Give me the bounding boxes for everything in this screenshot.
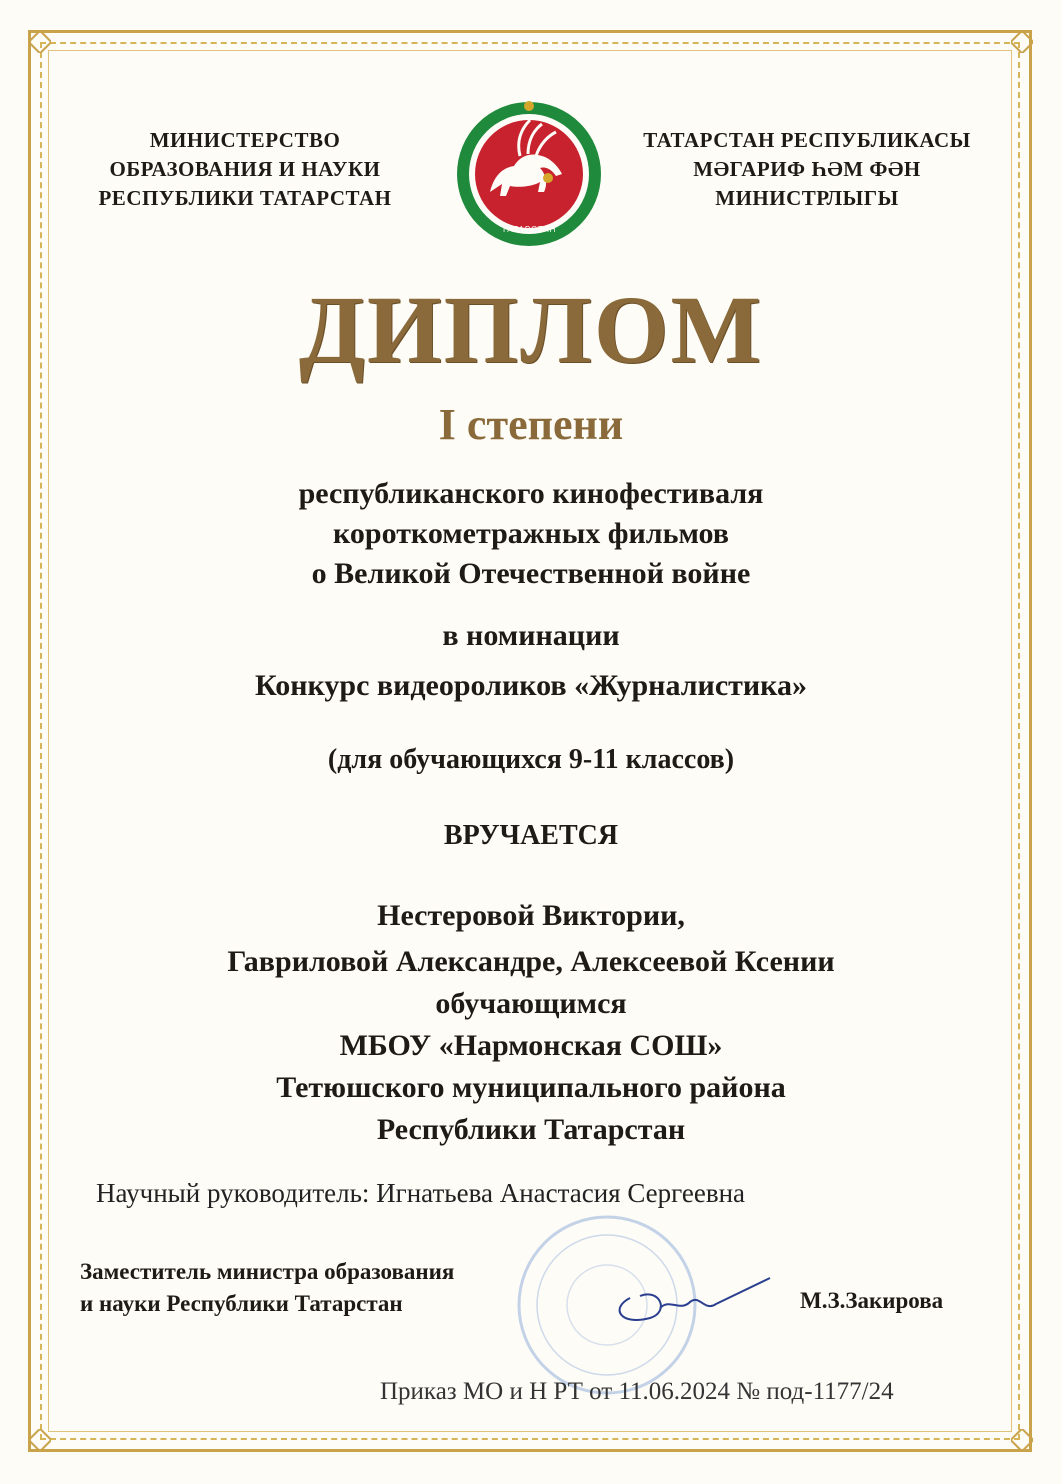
ministry-ru-line: РЕСПУБЛИКИ ТАТАРСТАН: [98, 186, 392, 210]
signature-icon: [600, 1268, 780, 1328]
order-reference: Приказ МО и Н РТ от 11.06.2024 № под-1177/24: [380, 1378, 894, 1405]
ministry-name-tt: [612, 126, 1002, 213]
awarded-label: ВРУЧАЕТСЯ: [443, 820, 619, 851]
event-line: о Великой Отечественной войне: [311, 557, 751, 590]
event-line: республиканского кинофестиваля: [298, 477, 764, 510]
recipient-line: МБОУ «Нармонская СОШ»: [339, 1029, 723, 1062]
degree-label: I степени: [438, 400, 624, 449]
corner-knot-icon: [1011, 1429, 1033, 1451]
ministry-ru-line: МИНИСТЕРСТВО: [149, 128, 341, 152]
signatory-name: М.З.Закирова: [800, 1288, 944, 1313]
advisor-line: Научный руководитель: Игнатьева Анастасия Сергеевна: [96, 1178, 746, 1208]
corner-knot-icon: [29, 31, 51, 53]
ministry-name-ru: [70, 126, 420, 213]
nomination-label: в номинации: [442, 619, 620, 652]
audience-note: (для обучающихся 9-11 классов): [327, 744, 735, 775]
event-line: короткометражных фильмов: [333, 517, 729, 550]
diploma-title: ДИПЛОМ: [298, 276, 764, 383]
recipient-line: Нестеровой Виктории,: [377, 899, 685, 932]
ministry-tt-line: МӘГАРИФ ҺӘМ ФӘН: [693, 157, 921, 181]
signatory-position-line: и науки Республики Татарстан: [80, 1291, 403, 1316]
ministry-ru-line: ОБРАЗОВАНИЯ И НАУКИ: [109, 157, 381, 181]
recipient-line: обучающимся: [435, 987, 627, 1020]
nomination-name: Конкурс видеороликов «Журналистика»: [254, 669, 808, 702]
signatory-position-line: Заместитель министра образования: [80, 1259, 455, 1284]
corner-knot-icon: [1011, 31, 1033, 53]
corner-knot-icon: [29, 1429, 51, 1451]
emblem-text: ТАТАРСТАН: [501, 225, 557, 234]
recipient-line: Гавриловой Александре, Алексеевой Ксении: [227, 945, 835, 978]
ministry-tt-line: МИНИСТРЛЫГЫ: [715, 186, 899, 210]
recipient-line: Республики Татарстан: [376, 1113, 686, 1146]
ministry-tt-line: ТАТАРСТАН РЕСПУБЛИКАСЫ: [643, 128, 971, 152]
recipient-line: Тетюшского муниципального района: [276, 1071, 786, 1104]
signatory-position: [80, 1256, 454, 1320]
